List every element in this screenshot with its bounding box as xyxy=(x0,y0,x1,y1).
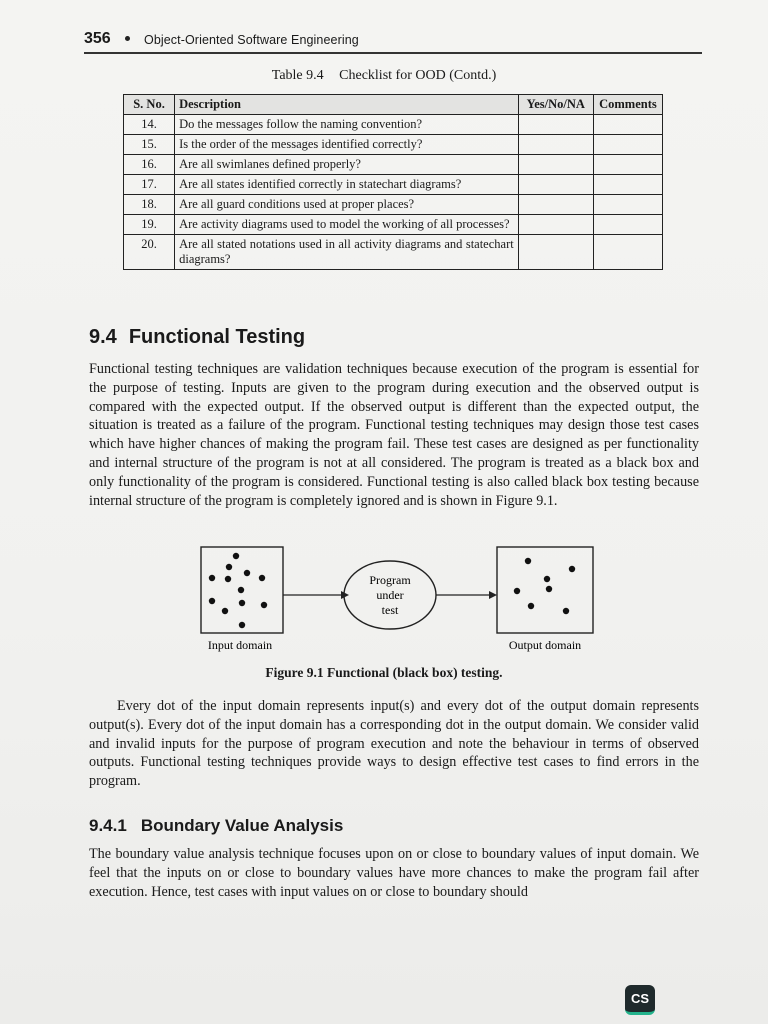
black-box-figure xyxy=(195,545,615,655)
bullet-icon xyxy=(125,36,130,41)
subsection-number: 9.4.1 xyxy=(89,816,127,835)
input-dot xyxy=(259,575,265,581)
paragraph-input-output-domain: Every dot of the input domain represents input(s) and every dot of the output domain represents output(s). Every dot of the input domain has a corresponding dot in the output domain. We consider valid and invalid inputs for the purpose of program execution and note the behaviour in terms of observed outputs. Functional testing techniques provide ways to design effective test cases to find errors in the program. xyxy=(89,698,699,790)
section-title: Functional Testing xyxy=(128,326,306,348)
table-row xyxy=(124,155,663,175)
output-domain-dots xyxy=(514,558,575,614)
input-domain-dots xyxy=(209,553,267,628)
row-comments-cell xyxy=(593,195,662,215)
table-row xyxy=(124,235,663,270)
table-row xyxy=(124,135,663,155)
table-row xyxy=(124,175,663,195)
section-number: 9.4 xyxy=(89,326,117,348)
col-header-comments: Comments xyxy=(593,95,662,115)
row-description: Do the messages follow the naming convention? xyxy=(175,115,519,135)
table-caption-label: Table 9.4 xyxy=(271,68,324,83)
input-dot xyxy=(239,622,245,628)
output-dot xyxy=(528,603,534,609)
row-description: Are all guard conditions used at proper places? xyxy=(175,195,519,215)
output-domain-box xyxy=(497,547,593,633)
row-description: Are activity diagrams used to model the working of all processes? xyxy=(175,215,519,235)
output-dot xyxy=(514,588,520,594)
table-caption xyxy=(0,68,768,84)
output-dot xyxy=(544,576,550,582)
row-yes-no-na-cell xyxy=(518,175,593,195)
subsection-heading xyxy=(89,816,343,836)
table-header-row xyxy=(124,95,663,115)
section-heading xyxy=(89,326,305,349)
row-sno: 14. xyxy=(124,115,175,135)
arrow-head-icon xyxy=(341,591,349,599)
input-dot xyxy=(226,564,232,570)
output-dot xyxy=(525,558,531,564)
camscanner-badge: CS xyxy=(625,985,655,1015)
input-dot xyxy=(209,575,215,581)
arrow-head-icon xyxy=(489,591,497,599)
output-dot xyxy=(563,608,569,614)
page-number: 356 xyxy=(84,30,111,47)
program-label-line2: under xyxy=(376,588,404,602)
input-dot xyxy=(244,570,250,576)
output-dot xyxy=(569,566,575,572)
input-dot xyxy=(233,553,239,559)
ood-checklist-table xyxy=(123,94,663,270)
input-dot xyxy=(239,600,245,606)
table-row xyxy=(124,215,663,235)
input-dot xyxy=(222,608,228,614)
subsection-title: Boundary Value Analysis xyxy=(140,816,344,835)
row-comments-cell xyxy=(593,115,662,135)
row-comments-cell xyxy=(593,135,662,155)
row-sno: 17. xyxy=(124,175,175,195)
col-header-description: Description xyxy=(175,95,519,115)
row-yes-no-na-cell xyxy=(518,215,593,235)
output-dot xyxy=(546,586,552,592)
row-sno: 16. xyxy=(124,155,175,175)
page-header xyxy=(84,30,702,54)
input-dot xyxy=(225,576,231,582)
row-yes-no-na-cell xyxy=(518,135,593,155)
table-caption-text: Checklist for OOD (Contd.) xyxy=(339,68,497,83)
row-yes-no-na-cell xyxy=(518,235,593,270)
col-header-yes-no-na: Yes/No/NA xyxy=(518,95,593,115)
row-description: Are all states identified correctly in statechart diagrams? xyxy=(175,175,519,195)
row-yes-no-na-cell xyxy=(518,195,593,215)
output-domain-label: Output domain xyxy=(508,638,582,652)
row-comments-cell xyxy=(593,175,662,195)
table-row xyxy=(124,115,663,135)
input-dot xyxy=(238,587,244,593)
paragraph-boundary-value-analysis: The boundary value analysis technique focuses upon on or close to boundary values of input domain. We feel that the inputs on or close to boundary values have more chances to make the program fail after execution. Hence, test cases with input values on or close to boundary should xyxy=(89,846,699,900)
table-row xyxy=(124,195,663,215)
row-sno: 20. xyxy=(124,235,175,270)
row-description: Are all stated notations used in all activity diagrams and statechart diagrams? xyxy=(175,235,519,270)
col-header-sno: S. No. xyxy=(124,95,175,115)
program-label-line1: Program xyxy=(369,573,411,587)
row-yes-no-na-cell xyxy=(518,155,593,175)
row-description: Is the order of the messages identified correctly? xyxy=(175,135,519,155)
row-sno: 15. xyxy=(124,135,175,155)
input-domain-label: Input domain xyxy=(207,638,273,652)
input-dot xyxy=(209,598,215,604)
input-dot xyxy=(261,602,267,608)
book-title: Object-Oriented Software Engineering xyxy=(144,33,359,47)
row-comments-cell xyxy=(593,215,662,235)
row-comments-cell xyxy=(593,155,662,175)
program-label-line3: test xyxy=(381,603,399,617)
row-comments-cell xyxy=(593,235,662,270)
figure-caption: Figure 9.1 Functional (black box) testing. xyxy=(265,665,503,680)
row-sno: 18. xyxy=(124,195,175,215)
row-description: Are all swimlanes defined properly? xyxy=(175,155,519,175)
row-yes-no-na-cell xyxy=(518,115,593,135)
paragraph-functional-testing: Functional testing techniques are validation techniques because execution of the program is essential for the purpose of testing. Inputs are given to the program during execution and the observed output is compared with the expected output. If the observed output is different than the expected output, the situation is treated as a failure of the program. Functional testing techniques may design those test cases which have higher chances of making the program fail. These test cases are designed as per functionality and internal structure of the program is not at all considered. The program is treated as a black box and only functionality of the program is considered. Functional testing is also called black box testing because internal structure of the program is completely ignored and is shown in Figure 9.1. xyxy=(89,361,699,509)
row-sno: 19. xyxy=(124,215,175,235)
